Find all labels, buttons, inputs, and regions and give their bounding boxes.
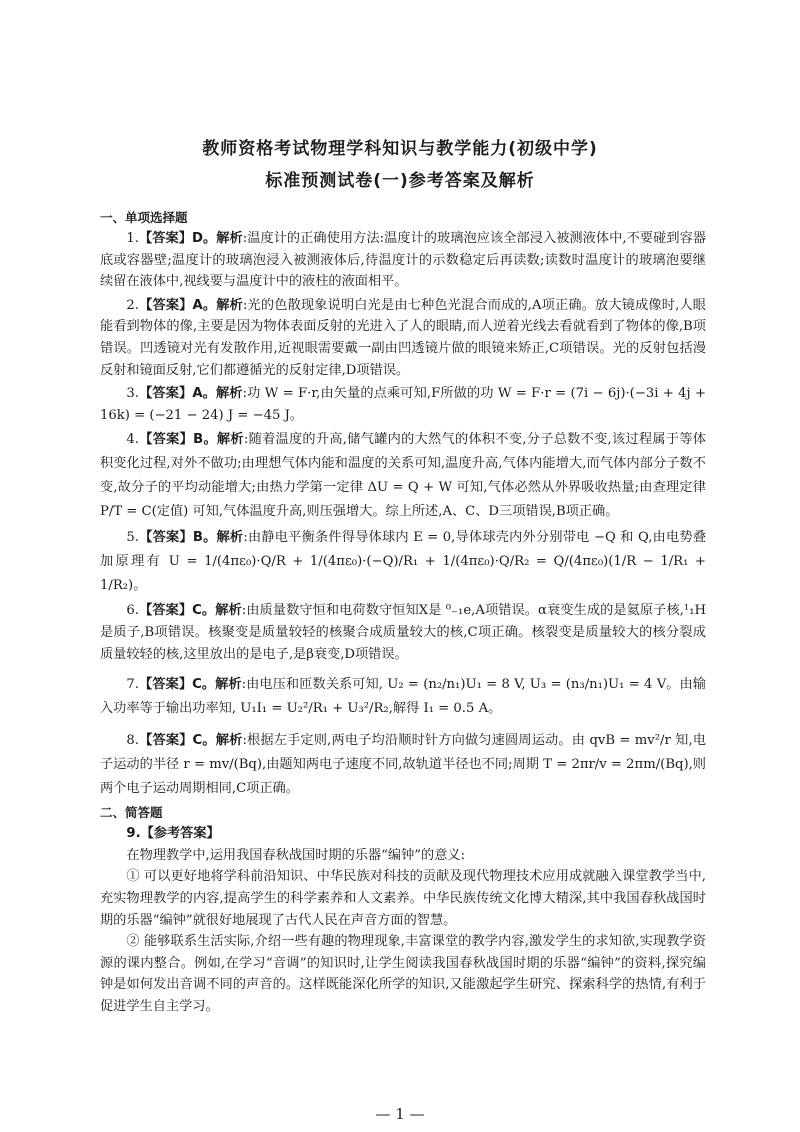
answer-item-6 (100, 600, 706, 665)
answer-paragraph-intro: 在物理教学中,运用我国春秋战国时期的乐器“编钟”的意义: (126, 847, 466, 863)
item-number: 6. (126, 603, 139, 619)
item-number: 8. (126, 733, 139, 749)
page-number: — 1 — (375, 1105, 425, 1123)
analysis-label: 解析 (216, 432, 244, 448)
document-title: 教师资格考试物理学科知识与教学能力(初级中学) (202, 139, 598, 159)
analysis-text: :功 W = F·r,由矢量的点乘可知,F所做的功 W = F·r = (7i − 6j)·(−3i + 4j + 16k) = (−21 − 24) J = −45 J。 (100, 386, 706, 423)
analysis-label: 解析 (215, 677, 242, 693)
item-number: 2. (126, 297, 139, 313)
answer-label: 【答案】A。 (138, 297, 217, 313)
item-number: 3. (126, 386, 139, 402)
answer-label: 【答案】A。 (138, 386, 216, 402)
answer-item-7 (100, 673, 706, 721)
answer-item-4 (100, 428, 706, 524)
analysis-text: :温度计的正确使用方法:温度计的玻璃泡应该全部浸入被测液体中,不要碰到容器底或容器壁;温度计的玻璃泡浸入被测液体后,待温度计的示数稳定后再读数;读数时温度计的玻璃泡要继续留在液体中,视线要与温度计中的液柱的液面相平。 (100, 231, 707, 290)
answer-item-2 (100, 295, 706, 381)
answer-item-8 (100, 729, 706, 801)
answer-item-3 (100, 383, 706, 426)
analysis-label: 解析 (216, 231, 243, 246)
analysis-text: :光的色散现象说明白光是由七种色光混合而成的,A项正确。放大镜成像时,人眼能看到物体的像,主要是因为物体表面反射的光进入了人的眼睛,而人逆着光线去看就看到了物体的像,B项错误。凹透镜对光有发散作用,近视眼需要戴一副由凹透镜片做的眼镜来矫正,C项错误。光的反射包括漫反射和镜面反射,它们都遵循光的反射定律,D项错误。 (100, 297, 706, 378)
title-block (0, 134, 800, 196)
section-heading-single-choice: 一、单项选择题 (100, 210, 188, 225)
answer-item-1 (100, 228, 706, 293)
analysis-label: 解析 (215, 603, 242, 619)
analysis-text: :随着温度的升高,储气罐内的大然气的体积不变,分子总数不变,该过程属于等体积变化过程,对外不做功;由理想气体内能和温度的关系可知,温度升高,气体内能增大,而气体内部分子数不变,故分子的平均动能增大;由热力学第一定律 ΔU = Q + W 可知,气体必然从外界吸收热量;由查理定律 P/T = C(定值) 可知,气体温度升高,则压强增大。综上所述,A、C、D三项错误,B项正确。 (100, 432, 706, 520)
analysis-label: 解析 (216, 530, 244, 546)
item-number: 7. (126, 677, 139, 693)
analysis-text: :由静电平衡条件得导体球内 E = 0,导体球壳内外分别带电 −Q 和 Q,由电势叠加原理有 U = 1/(4πε₀)·Q/R + 1/(4πε₀)·(−Q)/R₁ + 1/(4πε₀)·Q/R₂ = Q/(4πε₀)(1/R − 1/R₁ + 1/R₂)。 (100, 530, 707, 594)
answer-label: 【答案】D。 (138, 231, 217, 246)
answer-paragraph-point-2: ② 能够联系生活实际,介绍一些有趣的物理现象,丰富课堂的教学内容,激发学生的求知欲,实现教学资源的课内整合。例如,在学习“音调”的知识时,让学生阅读我国春秋战国时期的乐器“编钟”的资料,探究编钟是如何发出音调不同的声音的。这样既能深化所学的知识,又能激起学生研究、探索科学的热情,有利于促进学生自主学习。 (100, 934, 706, 1014)
answer-paragraph-point-1: ① 可以更好地将学科前沿知识、中华民族对科技的贡献及现代物理技术应用成就融入课堂教学当中,充实物理教学的内容,提高学生的科学素养和人文素养。中华民族传统文化博大精深,其中我国春秋战国时期的乐器“编钟”就很好地展现了古代人民在声音方面的智慧。 (100, 869, 706, 928)
answer-content (100, 208, 706, 1017)
analysis-label: 解析 (215, 733, 243, 749)
analysis-text: :由质量数守恒和电荷数守恒知X是 ⁰₋₁e,A项错误。α衰变生成的是氦原子核,¹₁H是质子,B项错误。核聚变是质量较轻的核聚合成质量较大的核,C项正确。核裂变是质量较大的核分裂成质量较轻的核,这里放出的是电子,是β衰变,D项错误。 (100, 603, 706, 662)
answer-label: 【答案】B。 (138, 432, 217, 448)
answer-label: 【答案】B。 (138, 530, 217, 546)
answer-item-5 (100, 526, 706, 598)
item-number: 1. (126, 231, 139, 246)
answer-label: 【答案】C。 (138, 733, 216, 749)
item-number: 5. (126, 530, 139, 546)
analysis-label: 解析 (215, 386, 243, 402)
analysis-text: :根据左手定则,两电子均沿顺时针方向做匀速圆周运动。由 qvB = mv²/r 知,电子运动的半径 r = mv/(Bq),由题知两电子速度不同,故轨道半径也不同;周期 T = 2πr/v = 2πm/(Bq),则两个电子运动周期相同,C项正确。 (100, 733, 707, 797)
question-9-heading: 9.【参考答案】 (126, 826, 220, 842)
analysis-text: :由电压和匝数关系可知, U₂ = (n₂/n₁)U₁ = 8 V, U₃ = (n₃/n₁)U₁ = 4 V。由输入功率等于输出功率知, U₁I₁ = U₂²/R₁ + U₃²/R₂,解得 I₁ = 0.5 A。 (100, 677, 706, 717)
document-subtitle: 标准预测试卷(一)参考答案及解析 (265, 171, 535, 191)
answer-label: 【答案】C。 (138, 603, 216, 619)
answer-label: 【答案】C。 (138, 677, 216, 693)
section-heading-short-answer: 二、简答题 (100, 805, 163, 821)
item-number: 4. (126, 432, 139, 448)
analysis-label: 解析 (216, 297, 243, 313)
